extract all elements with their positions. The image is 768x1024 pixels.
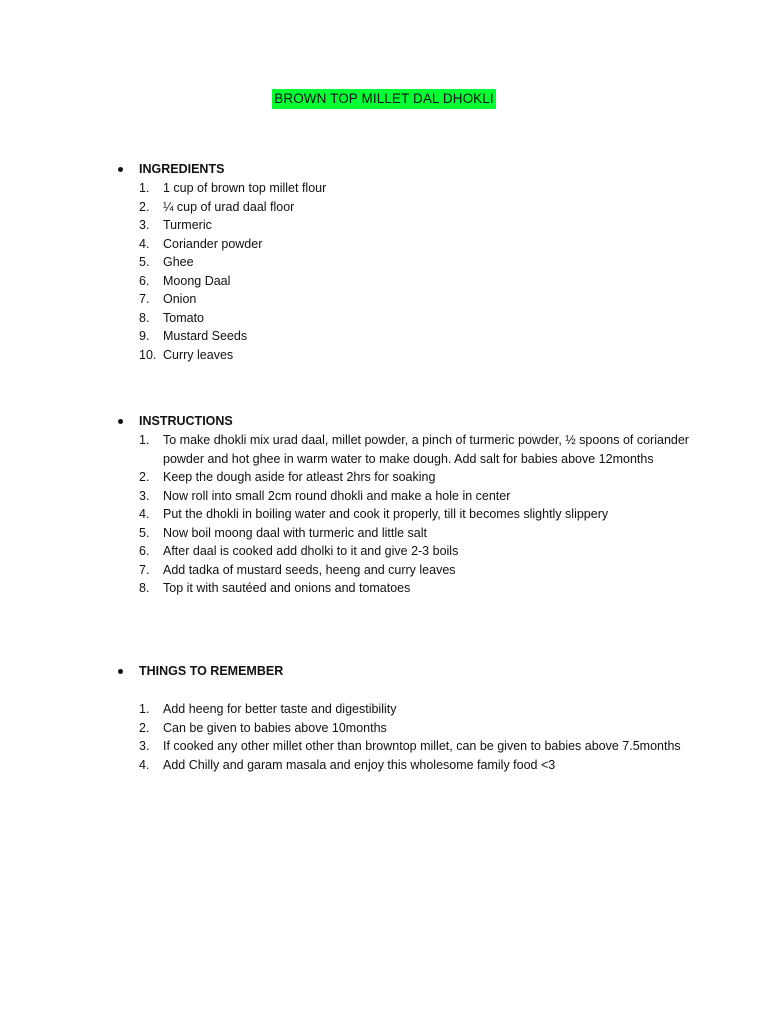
item-number: 5. xyxy=(139,525,150,540)
item-text: Turmeric xyxy=(163,218,212,232)
instructions-heading-row xyxy=(118,412,698,431)
list-item xyxy=(118,579,698,598)
list-item xyxy=(118,542,698,561)
item-text: Tomato xyxy=(163,310,204,325)
list-item xyxy=(118,216,698,235)
instructions-section xyxy=(118,412,698,598)
bullet-icon xyxy=(118,167,123,172)
item-number: 4. xyxy=(139,507,150,521)
list-item xyxy=(118,309,698,328)
item-text: Curry leaves xyxy=(163,347,234,362)
item-text: Mustard Seeds xyxy=(163,329,248,343)
item-number: 6. xyxy=(139,544,150,558)
list-item xyxy=(118,327,698,346)
remember-heading-row xyxy=(118,662,698,681)
item-number: 8. xyxy=(139,581,150,595)
item-number: 10. xyxy=(139,347,157,362)
bullet-icon xyxy=(118,669,123,674)
item-text: Onion xyxy=(163,292,197,306)
list-item xyxy=(118,198,698,217)
item-number: 3. xyxy=(139,739,150,753)
document-title: BROWN TOP MILLET DAL DHOKLI xyxy=(272,89,496,109)
item-text: 1 cup of brown top millet flour xyxy=(163,181,327,195)
list-item xyxy=(118,290,698,309)
item-text: Now boil moong daal with turmeric and little salt xyxy=(163,525,428,540)
list-item xyxy=(118,253,698,272)
list-item xyxy=(118,505,698,524)
item-text: Can be given to babies above 10months xyxy=(163,720,387,735)
item-number: 1. xyxy=(139,181,150,195)
item-text: Top it with sautéed and onions and tomatoes xyxy=(163,581,411,595)
remember-section xyxy=(118,662,698,774)
list-item xyxy=(118,431,698,468)
item-number: 5. xyxy=(139,255,150,269)
item-text: Coriander powder xyxy=(163,236,263,251)
item-number: 9. xyxy=(139,329,150,343)
item-number: 2. xyxy=(139,720,150,735)
item-text: If cooked any other millet other than browntop millet, can be given to babies above 7.5months xyxy=(163,739,681,753)
item-text: Keep the dough aside for atleast 2hrs for soaking xyxy=(163,470,436,484)
item-text: Add heeng for better taste and digestibility xyxy=(163,702,397,716)
item-number: 3. xyxy=(139,218,150,232)
item-number: 8. xyxy=(139,310,150,325)
item-number: 7. xyxy=(139,292,150,306)
remember-heading: THINGS TO REMEMBER xyxy=(139,664,284,678)
item-text: ¼ cup of urad daal floor xyxy=(163,199,295,214)
item-number: 2. xyxy=(139,199,150,214)
ingredients-section xyxy=(118,160,698,364)
list-item xyxy=(118,235,698,254)
list-item xyxy=(118,346,698,365)
item-text: Now roll into small 2cm round dhokli and make a hole in center xyxy=(163,488,511,503)
ingredients-list xyxy=(118,179,698,364)
item-number: 3. xyxy=(139,488,150,503)
list-item xyxy=(118,524,698,543)
item-number: 2. xyxy=(139,470,150,484)
item-number: 4. xyxy=(139,757,150,772)
list-item xyxy=(118,719,698,738)
remember-list xyxy=(118,700,698,774)
list-item xyxy=(118,272,698,291)
item-text: Add Chilly and garam masala and enjoy this wholesome family food <3 xyxy=(163,757,556,772)
list-item xyxy=(118,468,698,487)
item-number: 1. xyxy=(139,433,150,447)
bullet-icon xyxy=(118,419,123,424)
ingredients-heading: INGREDIENTS xyxy=(139,162,225,176)
item-text: Put the dhokli in boiling water and cook it properly, till it becomes slightly slippery xyxy=(163,507,609,521)
title-wrapper xyxy=(0,89,768,109)
list-item xyxy=(118,561,698,580)
item-number: 6. xyxy=(139,273,150,288)
item-text: Ghee xyxy=(163,255,194,269)
item-number: 1. xyxy=(139,702,150,716)
item-text: Moong Daal xyxy=(163,273,231,288)
list-item xyxy=(118,700,698,719)
list-item xyxy=(118,487,698,506)
item-text: To make dhokli mix urad daal, millet powder, a pinch of turmeric powder, ½ spoons of coriander powder and hot ghee in warm water to make dough. Add salt for babies above 12months xyxy=(163,433,689,466)
list-item xyxy=(118,756,698,775)
ingredients-heading-row xyxy=(118,160,698,179)
item-number: 4. xyxy=(139,236,150,251)
instructions-list xyxy=(118,431,698,598)
item-text: After daal is cooked add dholki to it and give 2-3 boils xyxy=(163,544,459,558)
item-text: Add tadka of mustard seeds, heeng and curry leaves xyxy=(163,562,456,577)
list-item xyxy=(118,737,698,756)
list-item xyxy=(118,179,698,198)
item-number: 7. xyxy=(139,562,150,577)
instructions-heading: INSTRUCTIONS xyxy=(139,414,233,428)
